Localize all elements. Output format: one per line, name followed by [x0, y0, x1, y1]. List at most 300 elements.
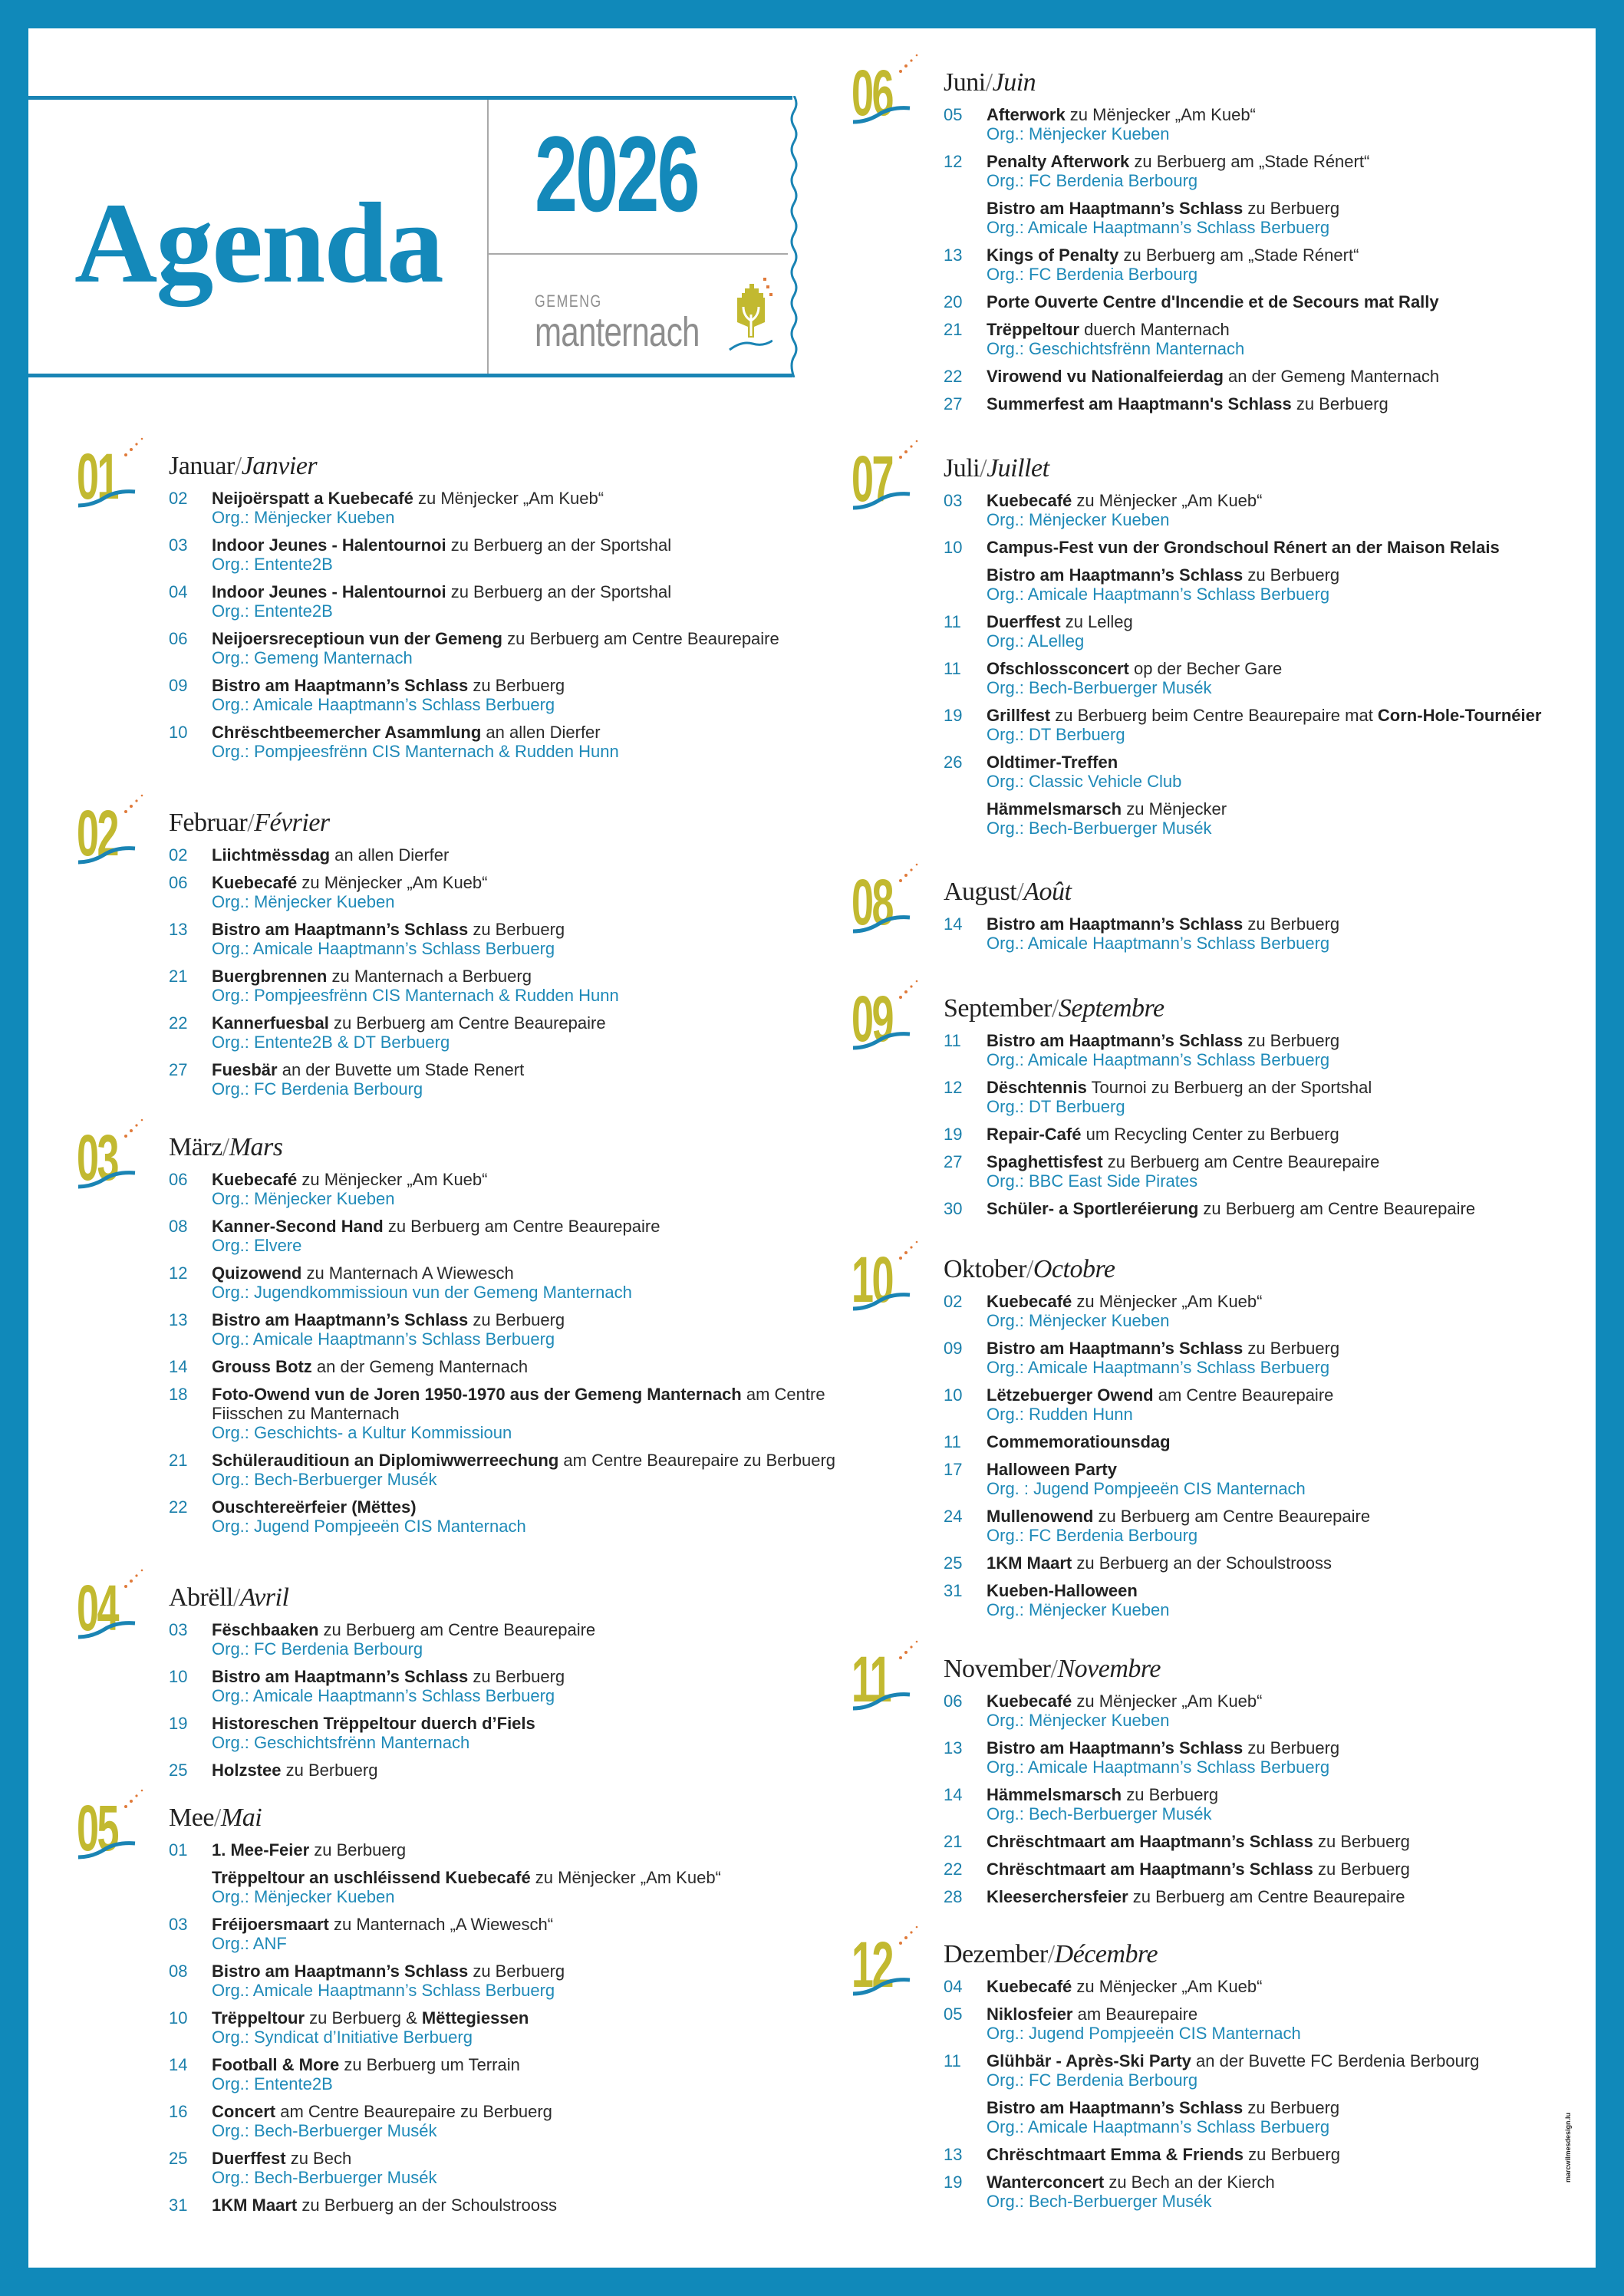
month-separator: / [222, 1133, 229, 1161]
event-organizer: Org.: FC Berdenia Berbourg [212, 1639, 423, 1659]
event-title [987, 1339, 1339, 1358]
event-location: zu Berbuerg um Terrain [339, 2055, 520, 2074]
event-title [987, 799, 1227, 819]
event-item [169, 1310, 859, 1349]
event-item [169, 1667, 859, 1705]
month-separator: / [232, 1583, 240, 1612]
event-item [944, 1785, 1624, 1823]
wave-icon [77, 1168, 138, 1191]
event-item [169, 1761, 859, 1780]
month-separator: / [234, 452, 242, 480]
month-name-lb: Februar [169, 809, 248, 837]
event-day: 22 [944, 367, 963, 386]
event-organizer: Org.: Amicale Haaptmann’s Schlass Berbuerg [987, 1757, 1330, 1777]
event-day: 06 [169, 629, 188, 648]
event-title [212, 1170, 487, 1189]
event-title [987, 1292, 1262, 1311]
event-item [944, 152, 1624, 190]
event-item [944, 1432, 1624, 1451]
month-name-fr: Janvier [241, 452, 318, 480]
event-name: Fëschbaaken [212, 1620, 319, 1639]
event-location: zu Berbuerg am Centre Beaurepaire [1128, 1887, 1405, 1906]
event-organizer: Org.: Mënjecker Kueben [987, 1311, 1170, 1330]
month-name-lb: Oktober [944, 1255, 1026, 1283]
event-name: Bistro am Haaptmann’s Schlass [212, 1667, 469, 1686]
event-location: zu Berbuerg am Centre Beaurepaire [1198, 1199, 1476, 1218]
month-number: 05 [77, 1792, 117, 1864]
event-day: 08 [169, 1962, 188, 1981]
event-title [987, 2004, 1197, 2024]
event-title [212, 1915, 553, 1934]
event-item [169, 845, 859, 865]
event-item [944, 2098, 1624, 2136]
event-name: Penalty Afterwork [987, 152, 1130, 171]
wave-icon [852, 489, 913, 512]
event-location: Tournoi zu Berbuerg an der Sportshal [1086, 1078, 1372, 1097]
event-title [212, 1263, 514, 1283]
dots-icon [898, 1238, 921, 1261]
month-name-lb: August [944, 878, 1017, 906]
event-title [212, 1868, 721, 1887]
event-item [169, 2055, 859, 2093]
event-title [987, 1031, 1339, 1050]
dots-icon [123, 1787, 146, 1810]
event-organizer: Org.: Bech-Berbuerger Musék [987, 2192, 1212, 2211]
event-name: Niklosfeier [987, 2004, 1073, 2024]
event-title [212, 1714, 535, 1733]
month-number: 11 [852, 1643, 891, 1715]
event-item [169, 967, 859, 1005]
wave-icon [852, 1975, 913, 1998]
event-name: Kuebecafé [212, 1170, 298, 1189]
event-day: 21 [169, 1451, 188, 1470]
event-day: 22 [169, 1013, 188, 1033]
event-title [987, 1507, 1370, 1526]
event-title [212, 845, 449, 865]
month-name-lb: September [944, 994, 1052, 1023]
event-location: zu Lelleg [1060, 612, 1133, 631]
month-separator: / [980, 454, 987, 483]
event-organizer: Org.: Pompjeesfrënn CIS Manternach & Rudden Hunn [212, 986, 619, 1005]
event-location: an der Gemeng Manternach [311, 1357, 529, 1376]
event-title [987, 1785, 1218, 1804]
month-number-badge [852, 437, 936, 522]
event-name: Historeschen Trëppeltour duerch d’Fiels [212, 1714, 535, 1733]
event-title [212, 535, 671, 555]
event-item [944, 1977, 1624, 1996]
event-organizer: Org.: ANF [212, 1934, 287, 1953]
event-location: zu Berbuerg [468, 1667, 565, 1686]
event-organizer: Org.: Mënjecker Kueben [212, 1189, 395, 1208]
event-name: Kuebecafé [987, 491, 1072, 510]
event-location: zu Berbuerg [1243, 565, 1340, 585]
event-item [169, 1060, 859, 1099]
event-day: 06 [944, 1692, 963, 1711]
event-day: 31 [169, 2196, 188, 2215]
event-item [944, 1887, 1624, 1906]
event-day: 26 [944, 753, 963, 772]
event-location: zu Berbuerg an der Schoulstrooss [1072, 1553, 1332, 1573]
event-title [987, 1385, 1333, 1405]
event-title [987, 612, 1133, 631]
event-name: Bistro am Haaptmann’s Schlass [212, 1310, 469, 1329]
event-title [987, 1460, 1117, 1479]
event-organizer: Org.: Jugendkommissioun vun der Gemeng Manternach [212, 1283, 632, 1302]
event-day: 25 [169, 2149, 188, 2168]
event-item [169, 2149, 859, 2187]
event-item [944, 491, 1624, 529]
month-number: 08 [852, 866, 892, 938]
event-title [987, 2051, 1479, 2070]
event-title [212, 1357, 528, 1376]
event-title [212, 582, 671, 601]
month-number-badge [852, 977, 936, 1062]
event-title [987, 320, 1230, 339]
event-item [944, 320, 1624, 358]
event-day: 10 [169, 2008, 188, 2028]
event-title [987, 914, 1339, 934]
event-day: 21 [944, 1832, 963, 1851]
event-item [944, 1078, 1624, 1116]
event-organizer: Org.: Mënjecker Kueben [212, 892, 395, 911]
event-item [169, 1962, 859, 2000]
events-list [944, 1031, 1624, 1227]
month-number-badge [852, 1238, 936, 1323]
month-name-lb: Januar [169, 452, 235, 480]
events-list [944, 1292, 1624, 1628]
event-item [169, 676, 859, 714]
event-day: 02 [169, 489, 188, 508]
event-location: zu Mënjecker „Am Kueb“ [1072, 1292, 1263, 1311]
event-location: zu Mënjecker „Am Kueb“ [297, 873, 488, 892]
event-organizer: Org.: Mënjecker Kueben [212, 508, 395, 527]
event-organizer: Org.: ALelleg [987, 631, 1085, 651]
event-day: 13 [944, 245, 963, 265]
event-day: 11 [944, 612, 961, 631]
event-organizer: Org. : Jugend Pompjeeën CIS Manternach [987, 1479, 1306, 1498]
events-list [169, 1840, 859, 2223]
event-day: 18 [169, 1385, 188, 1404]
event-name: Kuebecafé [987, 1692, 1072, 1711]
event-organizer: Org.: Mënjecker Kueben [987, 1600, 1170, 1619]
wave-icon [852, 1290, 913, 1313]
month-name-fr: Février [254, 809, 330, 837]
event-organizer: Org.: Amicale Haaptmann’s Schlass Berbuerg [212, 1686, 555, 1705]
event-location: am Beaurepaire [1072, 2004, 1198, 2024]
event-day: 14 [169, 1357, 188, 1376]
month-separator: / [1051, 994, 1059, 1023]
event-location: zu Berbuerg [1243, 2098, 1340, 2117]
event-organizer: Org.: Amicale Haaptmann’s Schlass Berbuerg [987, 585, 1330, 604]
event-title [987, 152, 1369, 171]
event-organizer: Org.: DT Berbuerg [987, 1097, 1125, 1116]
event-organizer: Org.: Bech-Berbuerger Musék [212, 2121, 437, 2140]
event-name: Bistro am Haaptmann’s Schlass [987, 914, 1244, 934]
event-name: Lëtzebuerger Owend [987, 1385, 1154, 1405]
gemeng-manternach-logo [535, 276, 780, 361]
event-location: zu Mënjecker „Am Kueb“ [413, 489, 604, 508]
event-organizer: Org.: Pompjeesfrënn CIS Manternach & Rudden Hunn [212, 742, 619, 761]
dots-icon [898, 861, 921, 884]
event-organizer: Org.: Amicale Haaptmann’s Schlass Berbuerg [987, 1358, 1330, 1377]
header-wavy-edge [789, 96, 799, 377]
event-name: Trëppeltour [987, 320, 1080, 339]
event-item [944, 1507, 1624, 1545]
event-item [944, 367, 1624, 386]
event-organizer: Org.: Elvere [212, 1236, 302, 1255]
event-title [212, 1497, 417, 1517]
event-location: zu Berbuerg am Centre Beaurepaire [1102, 1152, 1380, 1171]
event-location: zu Berbuerg [1243, 199, 1340, 218]
event-name: Hämmelsmarsch [987, 799, 1122, 819]
event-name: Kueben-Halloween [987, 1581, 1138, 1600]
dots-icon [123, 1116, 146, 1139]
event-item [944, 199, 1624, 237]
event-title [212, 489, 604, 508]
event-name: Ofschlossconcert [987, 659, 1129, 678]
month-title [169, 452, 317, 481]
month-number: 02 [77, 797, 117, 869]
month-title [944, 68, 1036, 97]
event-name: Hämmelsmarsch [987, 1785, 1122, 1804]
event-title [212, 1761, 377, 1780]
event-title [987, 1125, 1339, 1144]
month-separator: / [985, 68, 993, 97]
event-name: Trëppeltour [212, 2008, 305, 2028]
event-item [169, 1385, 859, 1442]
event-title [987, 367, 1439, 386]
event-item [944, 565, 1624, 604]
event-organizer: Org.: Entente2B & DT Berbuerg [212, 1033, 450, 1052]
month-title [944, 994, 1164, 1023]
event-item [169, 535, 859, 574]
event-day: 14 [169, 2055, 188, 2074]
month-title [944, 1255, 1115, 1284]
dots-icon [123, 435, 146, 458]
month-name-lb: März [169, 1133, 222, 1161]
event-day: 31 [944, 1581, 963, 1600]
month-separator: / [1016, 878, 1024, 906]
dots-icon [898, 977, 921, 1000]
event-organizer: Org.: FC Berdenia Berbourg [987, 171, 1198, 190]
event-name: 1KM Maart [212, 2196, 298, 2215]
month-name-fr: Décembre [1054, 1940, 1158, 1968]
event-item [944, 1339, 1624, 1377]
event-day: 06 [169, 1170, 188, 1189]
event-title [212, 1217, 660, 1236]
month-number-badge [852, 861, 936, 945]
event-location: zu Berbuerg [281, 1761, 378, 1780]
event-location: zu Berbuerg [309, 1840, 407, 1860]
wave-icon [852, 1690, 913, 1713]
event-title [212, 1962, 565, 1981]
event-item [169, 1714, 859, 1752]
event-title [987, 1152, 1379, 1171]
event-day: 01 [169, 1840, 188, 1860]
event-name: Schüler- a Sportleréierung [987, 1199, 1199, 1218]
event-item [169, 629, 859, 667]
event-location: zu Mënjecker „Am Kueb“ [1065, 105, 1256, 124]
month-number: 01 [77, 440, 117, 512]
event-item [944, 2051, 1624, 2090]
event-title [987, 706, 1541, 725]
designer-credit: marcwilmesdesign.lu [1564, 2112, 1572, 2182]
event-organizer: Org.: Bech-Berbuerger Musék [987, 678, 1212, 697]
event-title [987, 491, 1262, 510]
event-name: Kanner-Second Hand [212, 1217, 384, 1236]
month-name-lb: Juni [944, 68, 986, 97]
event-name: Bistro am Haaptmann’s Schlass [987, 1031, 1244, 1050]
event-organizer: Org.: Entente2B [212, 601, 333, 621]
event-title [987, 292, 1439, 311]
month-name-lb: Abrëll [169, 1583, 233, 1612]
event-name: Afterwork [987, 105, 1066, 124]
dots-icon [123, 1566, 146, 1589]
event-day: 11 [944, 1031, 961, 1050]
event-day: 09 [169, 676, 188, 695]
event-name: Neijoërspatt a Kuebecafé [212, 489, 413, 508]
event-day: 02 [944, 1292, 963, 1311]
event-organizer: Org.: Classic Vehicle Club [987, 772, 1182, 791]
event-day: 10 [169, 723, 188, 742]
event-day: 13 [169, 920, 188, 939]
event-item [944, 914, 1624, 953]
wave-icon [852, 104, 913, 127]
event-day: 21 [169, 967, 188, 986]
event-item [944, 1860, 1624, 1879]
event-item [169, 920, 859, 958]
event-item [169, 2102, 859, 2140]
event-organizer: Org.: Mënjecker Kueben [987, 124, 1170, 143]
event-title [212, 2055, 520, 2074]
event-name-2: Corn-Hole-Tournéier [1377, 706, 1542, 725]
event-organizer: Org.: Amicale Haaptmann’s Schlass Berbuerg [987, 218, 1330, 237]
event-name: Spaghettisfest [987, 1152, 1103, 1171]
agenda-page [28, 28, 1596, 2268]
event-title [987, 538, 1500, 557]
event-name: Trëppeltour an uschléissend Kuebecafé [212, 1868, 531, 1887]
month-name-lb: Juli [944, 454, 980, 483]
event-day: 10 [944, 538, 963, 557]
event-name-2: Mëttegiessen [421, 2008, 529, 2028]
events-list [944, 914, 1624, 961]
event-location: zu Bech [285, 2149, 352, 2168]
event-location: zu Mënjecker „Am Kueb“ [1072, 491, 1263, 510]
event-name: Chrëschtmaart am Haaptmann’s Schlass [987, 1832, 1313, 1851]
event-location: zu Mënjecker „Am Kueb“ [1072, 1977, 1263, 1996]
event-name: Campus-Fest vun der Grondschoul Rénert an der Maison Relais [987, 538, 1500, 557]
event-location: zu Berbuerg [1244, 2145, 1340, 2164]
event-name: Chrëschtmaart Emma & Friends [987, 2145, 1244, 2164]
event-title [987, 1887, 1405, 1906]
event-organizer: Org.: Bech-Berbuerger Musék [987, 1804, 1212, 1823]
event-day: 03 [169, 1620, 188, 1639]
logo-gemeng-text: GEMENG [535, 292, 602, 311]
month-name-fr: Mars [229, 1133, 283, 1161]
event-day: 09 [944, 1339, 963, 1358]
event-day: 22 [944, 1860, 963, 1879]
event-organizer: Org.: FC Berdenia Berbourg [212, 1079, 423, 1099]
month-name-fr: Juin [992, 68, 1036, 97]
month-name-fr: Août [1023, 878, 1072, 906]
event-name: Bistro am Haaptmann’s Schlass [987, 1738, 1244, 1757]
event-item [169, 1620, 859, 1659]
month-title [944, 1655, 1161, 1684]
event-title [212, 629, 779, 648]
event-name: Kleeserchersfeier [987, 1887, 1128, 1906]
event-name: Buergbrennen [212, 967, 328, 986]
event-title [987, 105, 1256, 124]
event-item [944, 612, 1624, 651]
event-organizer: Org.: Amicale Haaptmann’s Schlass Berbuerg [987, 1050, 1330, 1069]
event-title [212, 1667, 565, 1686]
month-separator: / [247, 809, 255, 837]
month-separator: / [1026, 1255, 1033, 1283]
event-name: Porte Ouverte Centre d'Incendie et de Secours mat Rally [987, 292, 1439, 311]
events-list [944, 1977, 1624, 2219]
dots-icon [898, 1923, 921, 1946]
event-title [987, 1078, 1372, 1097]
event-item [944, 753, 1624, 791]
event-organizer: Org.: Mënjecker Kueben [987, 510, 1170, 529]
event-name: Indoor Jeunes - Halentournoi [212, 535, 446, 555]
event-name: Concert [212, 2102, 276, 2121]
events-list [944, 105, 1624, 422]
event-item [944, 659, 1624, 697]
event-item [944, 1031, 1624, 1069]
event-title [987, 659, 1282, 678]
month-number-badge [77, 435, 161, 519]
event-title [212, 967, 532, 986]
event-item [169, 582, 859, 621]
event-location: am Centre Beaurepaire [1153, 1385, 1334, 1405]
events-list [169, 1620, 859, 1788]
event-location: an der Buvette um Stade Renert [277, 1060, 525, 1079]
month-number-badge [852, 51, 936, 136]
event-name: Football & More [212, 2055, 340, 2074]
header-box [28, 96, 792, 377]
event-name: Grouss Botz [212, 1357, 312, 1376]
event-item [169, 2196, 859, 2215]
event-title [987, 199, 1339, 218]
event-location: zu Mënjecker [1122, 799, 1227, 819]
month-title [944, 878, 1071, 907]
event-item [944, 2172, 1624, 2211]
event-name: Kannerfuesbal [212, 1013, 329, 1033]
event-name: 1KM Maart [987, 1553, 1072, 1573]
month-title [944, 454, 1049, 483]
event-location: zu Berbuerg am Centre Beaurepaire [318, 1620, 596, 1639]
event-day: 12 [169, 1263, 188, 1283]
event-location: zu Manternach A Wiewesch [301, 1263, 514, 1283]
month-title [169, 1804, 262, 1833]
event-organizer: Org.: FC Berdenia Berbourg [987, 1526, 1198, 1545]
event-location: zu Berbuerg am Centre Beaurepaire [328, 1013, 606, 1033]
event-item [944, 394, 1624, 413]
event-name: Foto-Owend vun de Joren 1950-1970 aus der Gemeng Manternach [212, 1385, 742, 1404]
month-title [169, 1133, 283, 1162]
event-location: zu Berbuerg [1122, 1785, 1219, 1804]
year-label: 2026 [535, 114, 698, 234]
page-title: Agenda [74, 180, 443, 307]
event-item [944, 538, 1624, 557]
event-title [987, 1581, 1138, 1600]
event-organizer: Org.: FC Berdenia Berbourg [987, 2070, 1198, 2090]
event-organizer: Org.: BBC East Side Pirates [987, 1171, 1198, 1191]
wave-icon [77, 487, 138, 510]
event-organizer: Org.: DT Berbuerg [987, 725, 1125, 744]
event-name: Wanterconcert [987, 2172, 1105, 2192]
